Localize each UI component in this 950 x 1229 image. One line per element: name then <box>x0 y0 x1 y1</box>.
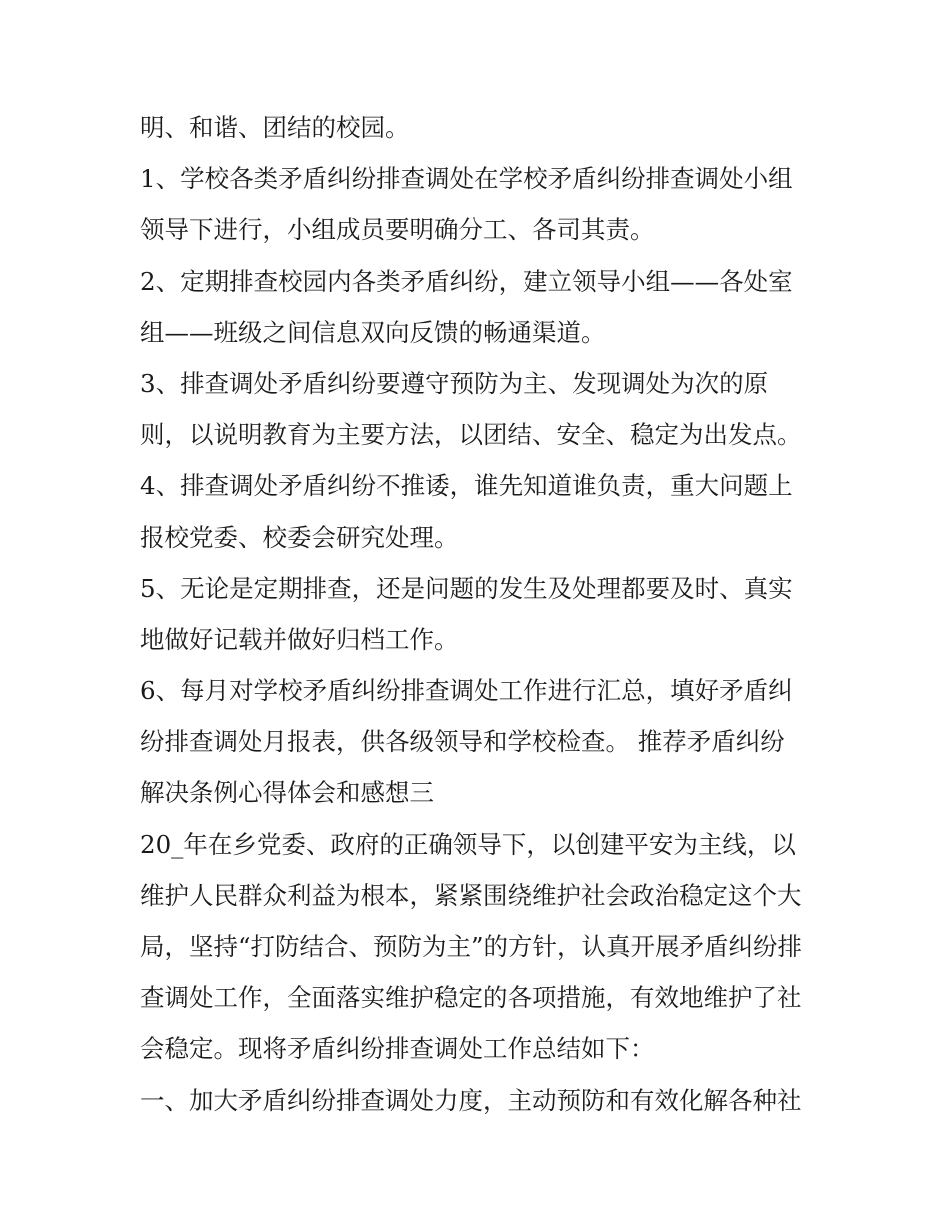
text-line: 局，坚持“打防结合、预防为主”的方针，认真开展矛盾纠纷排 <box>140 932 803 961</box>
text-line: 维护人民群众利益为根本，紧紧围绕维护社会政治稳定这个大 <box>140 880 802 910</box>
text-line: 20_年在乡党委、政府的正确领导下，以创建平安为主线，以 <box>140 829 796 859</box>
text-line: 领导下进行，小组成员要明确分工、各司其责。 <box>140 215 655 245</box>
text-line: 则，以说明教育为主要方法，以团结、安全、稳定为出发点。 <box>140 420 802 450</box>
text-line: 5、无论是定期排查，还是问题的发生及处理都要及时、真实 <box>140 573 793 603</box>
text-line: 1、学校各类矛盾纠纷排查调处在学校矛盾纠纷排查调处小组 <box>140 164 793 194</box>
text-line: 查调处工作，全面落实维护稳定的各项措施，有效地维护了社 <box>140 983 802 1013</box>
text-line: 3、排查调处矛盾纠纷要遵守预防为主、发现调处为次的原 <box>140 368 769 398</box>
text-line: 4、排查调处矛盾纠纷不推诿，谁先知道谁负责，重大问题上 <box>140 471 793 501</box>
text-line: 会稳定。现将矛盾纠纷排查调处工作总结如下： <box>140 1034 655 1064</box>
document-body <box>140 108 830 1132</box>
text-line: 明、和谐、团结的校园。 <box>140 113 410 142</box>
text-line: 报校党委、校委会研究处理。 <box>140 522 459 552</box>
text-line: 解决条例心得体会和感想三 <box>140 778 434 808</box>
text-line: 2、定期排查校园内各类矛盾纠纷，建立领导小组——各处室 <box>140 266 793 296</box>
text-line: 6、每月对学校矛盾纠纷排查调处工作进行汇总，填好矛盾纠 <box>140 676 793 706</box>
text-line: 地做好记载并做好归档工作。 <box>140 624 459 654</box>
text-line: 纷排查调处月报表，供各级领导和学校检查。 推荐矛盾纠纷 <box>140 727 785 757</box>
text-line: 一、加大矛盾纠纷排查调处力度，主动预防和有效化解各种社 <box>140 1085 802 1115</box>
text-line: 组——班级之间信息双向反馈的畅通渠道。 <box>140 317 606 347</box>
